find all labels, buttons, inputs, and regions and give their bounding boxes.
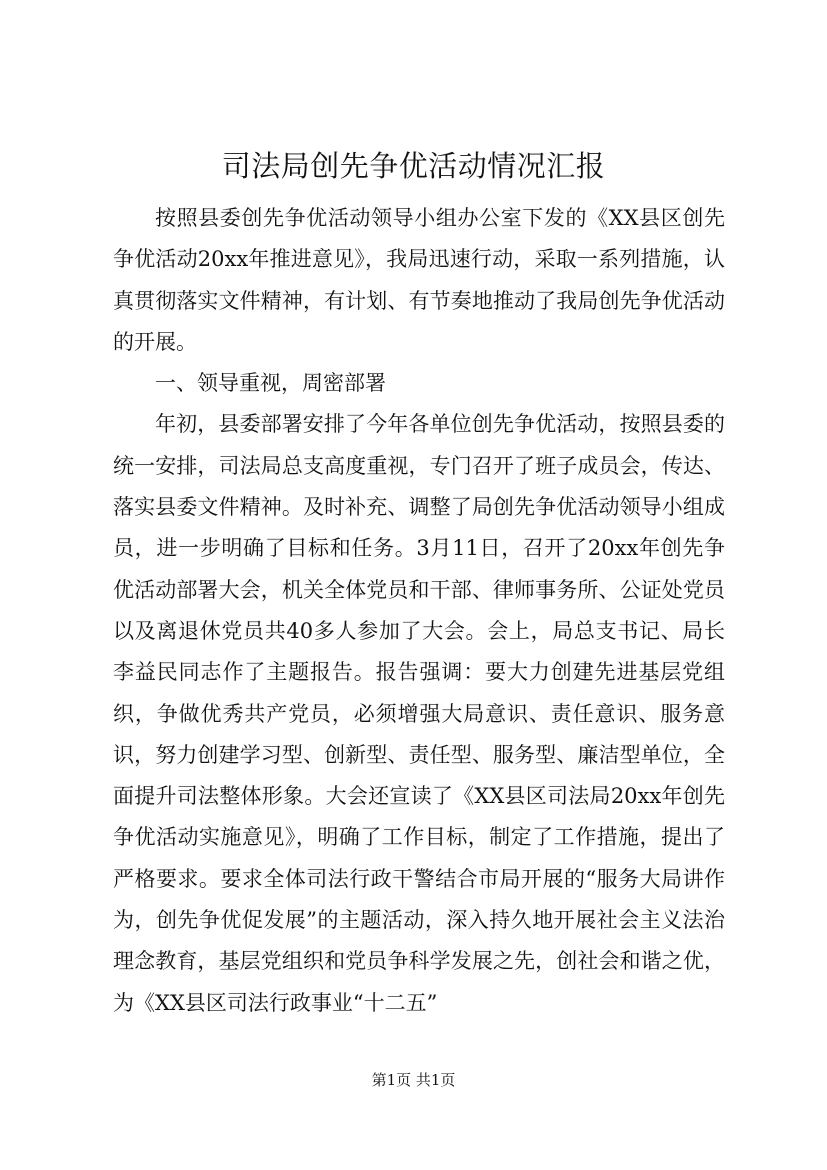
body-paragraph: 年初，县委部署安排了今年各单位创先争优活动，按照县委的统一安排，司法局总支高度重视，专门召开了班子成员会，传达、落实县委文件精神。及时补充、调整了局创先争优活动领导小组成员，进一步明确了目标和任务。3月11日，召开了20xx年创先争优活动部署大会，机关全体党员和干部、律师事务所、公证处党员以及离退休党员共40多人参加了大会。会上，局总支书记、局长李益民同志作了主题报告。报告强调：要大力创建先进基层党组织，争做优秀共产党员，必须增强大局意识、责任意识、服务意识，努力创建学习型、创新型、责任型、服务型、廉洁型单位，全面提升司法整体形象。大会还宣读了《XX县区司法局20xx年创先争优活动实施意见》，明确了工作目标，制定了工作措施，提出了严格要求。要求全体司法行政干警结合市局开展的“服务大局讲作为，创先争优促发展”的主题活动，深入持久地开展社会主义法治理念教育，基层党组织和党员争科学发展之先，创社会和谐之优，为《XX县区司法行政事业“十二五” [113,412,725,1015]
page-footer: 第1页 共1页 [371,1071,456,1089]
section-heading: 一、领导重视，周密部署 [155,371,386,396]
document-body [113,198,725,1024]
intro-paragraph: 按照县委创先争优活动领导小组办公室下发的《XX县区创先争优活动20xx年推进意见》，我局迅速行动，采取一系列措施，认真贯彻落实文件精神，有计划、有节奏地推动了我局创先争优活动的开展。 [113,206,725,354]
document-title: 司法局创先争优活动情况汇报 [221,149,606,183]
